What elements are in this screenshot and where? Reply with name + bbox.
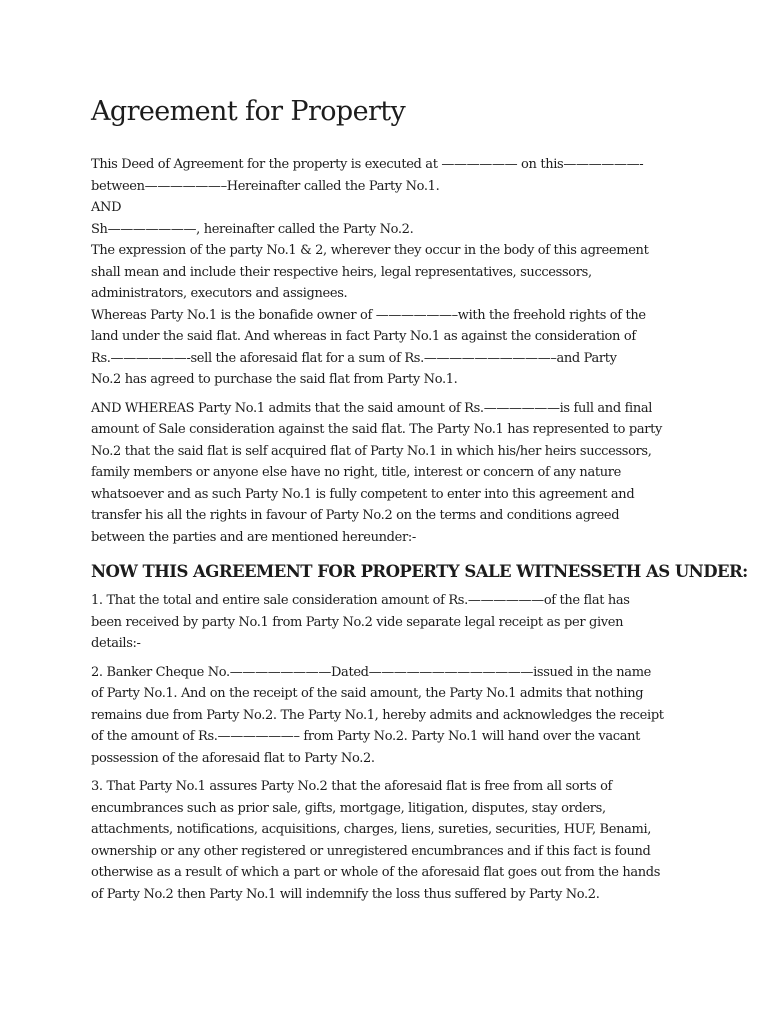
clause-3-line: attachments, notifications, acquisitions, charges, liens, sureties, securities, HUF, Benami, [91, 822, 652, 837]
intro-line: shall mean and include their respective heirs, legal representatives, successors, [91, 264, 592, 280]
whereas-line: family members or anyone else have no right, title, interest or concern of any nature [91, 465, 621, 480]
clause-2-line: of the amount of Rs.——————– from Party No.2. Party No.1 will hand over the vacant [91, 729, 641, 744]
intro-line: land under the said flat. And whereas in fact Party No.1 as against the consideration of [91, 329, 636, 344]
intro-line: Rs.——————-sell the aforesaid flat for a sum of Rs.——————————–and Party [91, 350, 617, 366]
clause-3-line: 3. That Party No.1 assures Party No.2 that the aforesaid flat is free from all sorts of [91, 779, 613, 794]
document-title: Agreement for Property [91, 96, 406, 127]
whereas-paragraph [91, 398, 681, 549]
intro-paragraph [91, 154, 681, 391]
intro-line: No.2 has agreed to purchase the said flat from Party No.1. [91, 372, 458, 387]
intro-line: Whereas Party No.1 is the bonafide owner of ——————–with the freehold rights of the [91, 307, 646, 323]
whereas-line: between the parties and are mentioned hereunder:- [91, 529, 416, 545]
clause-1-line: been received by party No.1 from Party No.2 vide separate legal receipt as per given [91, 614, 624, 630]
whereas-line: amount of Sale consideration against the said flat. The Party No.1 has represented to party [91, 422, 663, 437]
whereas-line: whatsoever and as such Party No.1 is fully competent to enter into this agreement and [91, 486, 635, 502]
clause-3-line: of Party No.2 then Party No.1 will indemnify the loss thus suffered by Party No.2. [91, 886, 600, 902]
whereas-line: AND WHEREAS Party No.1 admits that the said amount of Rs.——————is full and final [91, 400, 653, 416]
clause-3-line: otherwise as a result of which a part or whole of the aforesaid flat goes out from the hands [91, 865, 661, 880]
clause-3-line: ownership or any other registered or unregistered encumbrances and if this fact is found [91, 843, 651, 859]
clause-2-line: remains due from Party No.2. The Party No.1, hereby admits and acknowledges the receipt [91, 707, 664, 723]
intro-line: The expression of the party No.1 & 2, wherever they occur in the body of this agreement [91, 243, 649, 258]
intro-line: Sh———————, hereinafter called the Party No.2. [91, 221, 414, 237]
clause-2-paragraph [91, 662, 681, 770]
clause-3-line: encumbrances such as prior sale, gifts, mortgage, litigation, disputes, stay orders, [91, 800, 606, 816]
clause-3-paragraph [91, 776, 681, 905]
intro-line: This Deed of Agreement for the property is executed at —————— on this——————- [91, 157, 644, 172]
clause-2-line: 2. Banker Cheque No.————————Dated—————————————issued in the name [91, 664, 652, 680]
clause-1-paragraph [91, 590, 681, 655]
clause-2-line: possession of the aforesaid flat to Party No.2. [91, 750, 375, 766]
intro-line: between——————–Hereinafter called the Party No.1. [91, 178, 440, 194]
whereas-line: No.2 that the said flat is self acquired flat of Party No.1 in which his/her heirs successors, [91, 443, 652, 459]
clause-1-line: details:- [91, 636, 141, 651]
whereas-line: transfer his all the rights in favour of Party No.2 on the terms and conditions agreed [91, 508, 620, 523]
document-page [91, 92, 748, 912]
intro-line: AND [91, 200, 122, 215]
clause-2-line: of Party No.1. And on the receipt of the said amount, the Party No.1 admits that nothing [91, 686, 644, 701]
clause-1-line: 1. That the total and entire sale consideration amount of Rs.——————of the flat has [91, 593, 630, 608]
section-heading: NOW THIS AGREEMENT FOR PROPERTY SALE WITNESSETH AS UNDER: [91, 562, 748, 581]
intro-line: administrators, executors and assignees. [91, 286, 348, 301]
